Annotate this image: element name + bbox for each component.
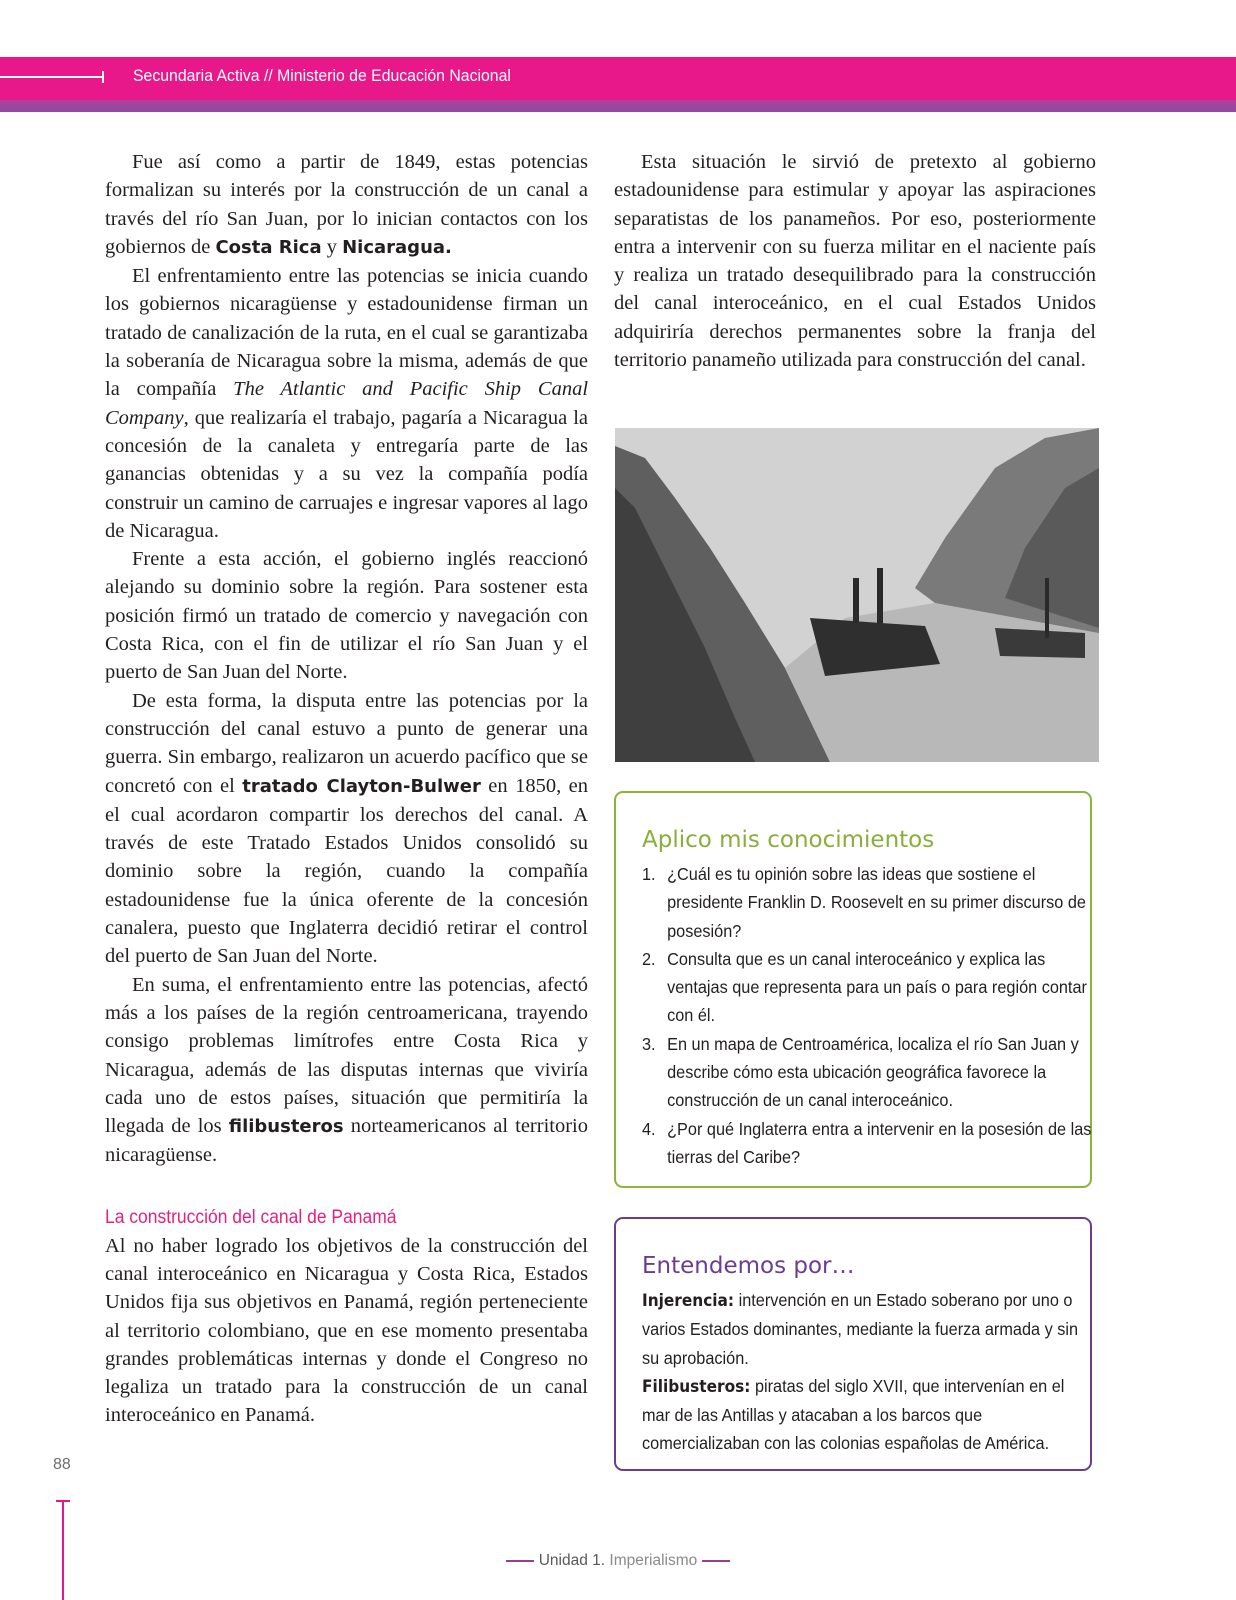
header-stripe — [0, 100, 1236, 112]
margin-rule — [62, 1500, 64, 1600]
paragraph: Esta situación le sirvió de pretexto al gobierno estadounidense para estimular y apoyar las aspiraciones separatistas de los panameños. Por eso, posteriormente entra a intervenir con su fuerza militar en el naciente país y realiza un tratado desequilibrado para la construcción del canal interoceánico, en el cual Estados Unidos adquiriría derechos permanentes sobre la franja del territorio panameño utilizada para construcción del canal. — [614, 151, 1096, 372]
activity-box — [614, 791, 1092, 1188]
canal-photo — [615, 428, 1099, 762]
paragraph: En suma, el enfrentamiento entre las potencias, afectó más a los países de la región centroamericana, trayendo consigo problemas limítrofes entre Costa Rica y Nicaragua, además de las disputas internas que viviría cada uno de estos países, situación que permitiría la llegada de los filibusteros norteamericanos al territorio nicaragüense. — [105, 973, 588, 1167]
glossary-box — [614, 1217, 1092, 1471]
section-heading: La construcción del canal de Panamá — [105, 1206, 397, 1228]
glossary-title: Entendemos por… — [642, 1253, 855, 1279]
header-title: Secundaria Activa // Ministerio de Educación Nacional — [133, 66, 511, 85]
right-column — [614, 148, 1096, 374]
footer-unit: Unidad 1. — [538, 1552, 606, 1569]
left-column — [105, 148, 588, 1430]
glossary-definitions — [642, 1286, 1082, 1458]
paragraph: Frente a esta acción, el gobierno inglés reaccionó alejando su dominio sobre la región. Para sostener esta posición firmó un tratado de comercio y navegación con Costa Rica, con el fin de utilizar el río San Juan y el puerto de San Juan del Norte. — [105, 548, 588, 684]
glossary-entry: Injerencia: intervención en un Estado soberano por uno o varios Estados dominantes, mediante la fuerza armada y sin su aprobación. — [642, 1290, 1079, 1368]
footer-rule-left — [506, 1560, 534, 1562]
margin-rule-tick — [56, 1500, 70, 1502]
question-item: 2. Consulta que es un canal interoceánico y explica las ventajas que representa para un país o para región contar con él. — [642, 948, 1087, 1026]
header-rule-tick — [102, 71, 104, 83]
page-number: 88 — [53, 1456, 71, 1473]
question-item: 3. En un mapa de Centroamérica, localiza el río San Juan y describe cómo esta ubicación geográfica favorece la construcción de un canal interoceánico. — [642, 1033, 1079, 1111]
footer-rule-right — [702, 1560, 730, 1562]
canal-photo-illustration — [615, 428, 1099, 762]
paragraph: Al no haber logrado los objetivos de la construcción del canal interoceánico en Nicaragua y Costa Rica, Estados Unidos fija sus objetivos en Panamá, región perteneciente al territorio colombiano, que en ese momento presentaba grandes problemáticas internas y donde el Congreso no legaliza un tratado para la construcción de un canal interoceánico en Panamá. — [105, 1234, 588, 1427]
paragraph: El enfrentamiento entre las potencias se inicia cuando los gobiernos nicaragüense y estadounidense firman un tratado de canalización de la ruta, en el cual se garantizaba la soberanía de Nicaragua sobre la misma, además de que la compañía The Atlantic and Pacific Ship Canal Company, que realizaría el trabajo, pagaría a Nicaragua la concesión de la canaleta y entregaría parte de las ganancias obtenidas y a su vez la compañía podía construir un camino de carruajes e ingresar vapores al lago de Nicaragua. — [105, 265, 589, 542]
header-rule — [0, 76, 104, 78]
question-list — [642, 860, 1092, 1171]
activity-title: Aplico mis conocimientos — [642, 827, 935, 853]
paragraph: De esta forma, la disputa entre las potencias por la construcción del canal estuvo a punto de generar una guerra. Sin embargo, realizaron un acuerdo pacífico que se concretó con el tratado Clayton-Bulwer en 1850, en el cual acordaron compartir los derechos del canal. A través de este Tratado Estados Unidos consolidó su dominio sobre la región, cuando la compañía estadounidense fue la única oferente de la concesión canalera, puesto que Inglaterra decidió retirar el control del puerto de San Juan del Norte. — [105, 689, 589, 968]
glossary-entry: Filibusteros: piratas del siglo XVII, que intervenían en el mar de las Antillas y atacaban a los barcos que comercializaban con las colonias españolas de América. — [642, 1375, 1065, 1454]
question-item: 1. ¿Cuál es tu opinión sobre las ideas que sostiene el presidente Franklin D. Roosevelt en su primer discurso de posesión? — [642, 864, 1086, 941]
footer — [0, 1552, 1236, 1570]
paragraph: Fue así como a partir de 1849, estas potencias formalizan su interés por la construcción de un canal a través del río San Juan, por lo inician contactos con los gobiernos de Costa Rica y Nicaragua. — [105, 151, 588, 258]
footer-topic: Imperialismo — [609, 1552, 698, 1569]
question-item: 4. ¿Por qué Inglaterra entra a intervenir en la posesión de las tierras del Caribe? — [642, 1118, 1092, 1167]
